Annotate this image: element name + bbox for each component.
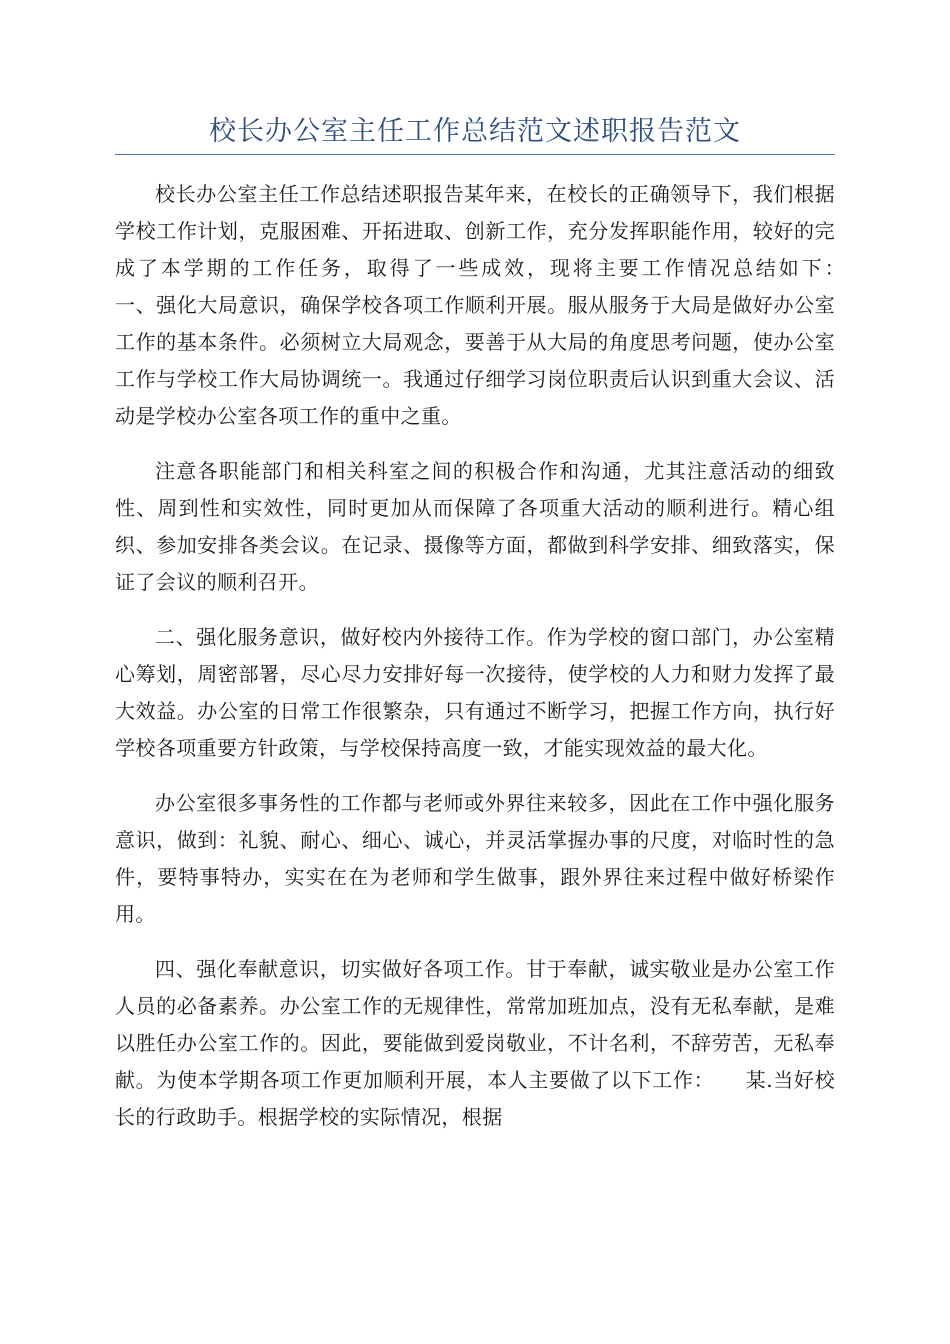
document-title: 校长办公室主任工作总结范文述职报告范文 — [209, 116, 741, 147]
paragraph: 办公室很多事务性的工作都与老师或外界往来较多，因此在工作中强化服务意识，做到：礼貌、耐心、细心、诚心，并灵活掌握办事的尺度，对临时性的急件，要特事特办，实实在在为老师和学生做事，跟外界往来过程中做好桥梁作用。 — [115, 791, 835, 926]
paragraph: 注意各职能部门和相关科室之间的积极合作和沟通，尤其注意活动的细致性、周到性和实效性，同时更加从而保障了各项重大活动的顺利进行。精心组织、参加安排各类会议。在记录、摄像等方面，都做到科学安排、细致落实，保证了会议的顺利召开。 — [115, 459, 835, 594]
title-underline — [115, 154, 835, 155]
document-body — [115, 176, 876, 1154]
paragraph: 二、强化服务意识，做好校内外接待工作。作为学校的窗口部门，办公室精心筹划，周密部署，尽心尽力安排好每一次接待，使学校的人力和财力发挥了最大效益。办公室的日常工作很繁杂，只有通过不断学习，把握工作方向，执行好学校各项重要方针政策，与学校保持高度一致，才能实现效益的最大化。 — [115, 625, 835, 760]
paragraph: 四、强化奉献意识，切实做好各项工作。甘于奉献，诚实敬业是办公室工作人员的必备素养。办公室工作的无规律性，常常加班加点，没有无私奉献，是难以胜任办公室工作的。因此，要能做到爱岗敬业，不计名利，不辞劳苦，无私奉献。为使本学期各项工作更加顺利开展，本人主要做了以下工作： 某.当好校长的行政助手。根据学校的实际情况，根据 — [115, 957, 835, 1129]
paragraph: 校长办公室主任工作总结述职报告某年来，在校长的正确领导下，我们根据学校工作计划，克服困难、开拓进取、创新工作，充分发挥职能作用，较好的完成了本学期的工作任务，取得了一些成效，现将主要工作情况总结如下： 一、强化大局意识，确保学校各项工作顺利开展。服从服务于大局是做好办公室工作的基本条件。必须树立大局观念，要善于从大局的角度思考问题，使办公室工作与学校工作大局协调统一。我通过仔细学习岗位职责后认识到重大会议、活动是学校办公室各项工作的重中之重。 — [115, 182, 876, 428]
